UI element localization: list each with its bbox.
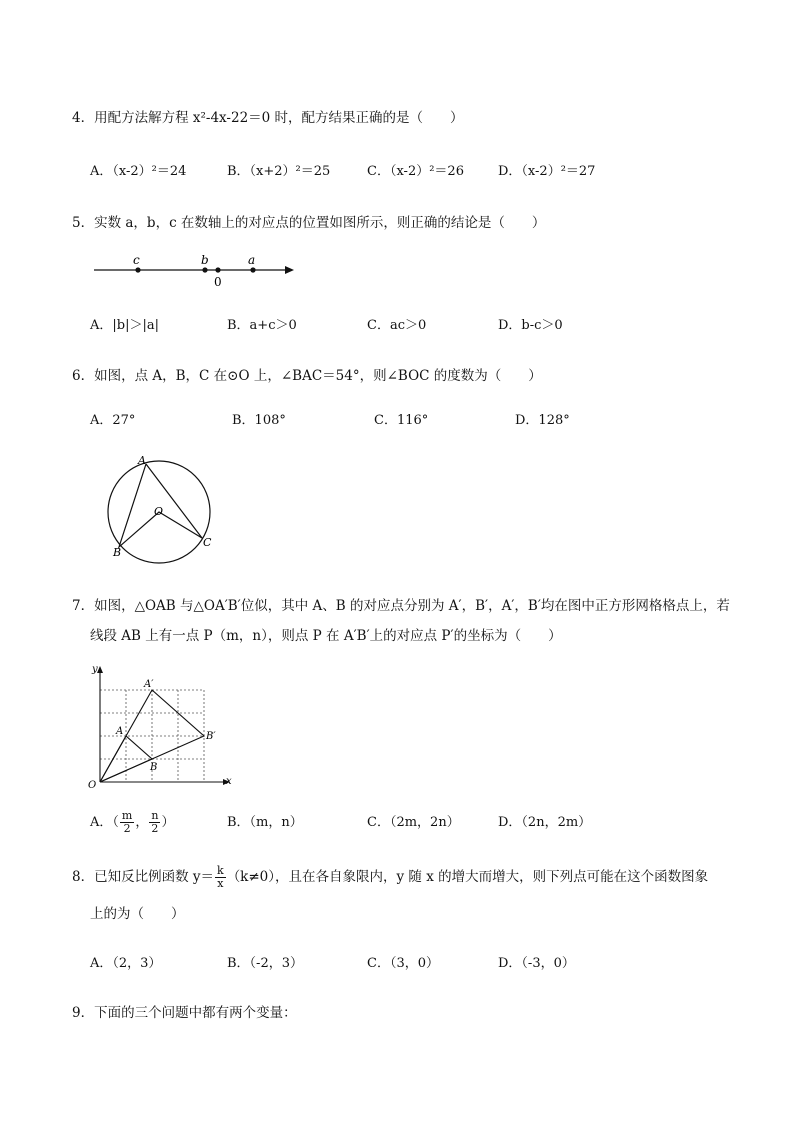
point-c [135,267,140,272]
q4-option-d[interactable]: D．（x-2）²＝27 [498,164,596,179]
q7-option-a-sep: ， [135,815,149,830]
q5-option-d[interactable]: D．b-c＞0 [498,318,563,333]
number-line-figure [90,250,300,292]
y-axis-arrow [97,666,103,673]
fraction-k-over-x [215,865,226,890]
label-B: B [113,546,122,559]
q7-option-b[interactable]: B．（m，n） [227,815,303,830]
q8-option-c[interactable]: C．（3，0） [367,956,439,971]
point-a [250,267,255,272]
label-A: A [116,726,124,737]
q7-option-c[interactable]: C．（2m，2n） [367,815,460,830]
frac-num: k [217,864,224,877]
q8-stem-pre: 8．已知反比例函数 y＝ [72,869,215,885]
q6-option-b[interactable]: B．108° [232,413,286,428]
frac-num: m [121,809,133,822]
label-C: C [203,536,212,549]
fraction-m-over-2 [120,810,134,835]
q7-option-a-suffix: ） [161,815,175,830]
label-O: O [154,505,164,518]
q5-option-c[interactable]: C．ac＞0 [367,318,427,333]
label-y: y [92,664,98,675]
q5-option-b[interactable]: B．a+c＞0 [227,318,297,333]
q8-option-a[interactable]: A．（2，3） [90,956,162,971]
frac-den: x [217,877,224,890]
grid-figure [86,660,236,790]
q4-option-b[interactable]: B．（x+2）²＝25 [227,164,331,179]
label-b: b [201,253,209,267]
q4-option-c[interactable]: C．（x-2）²＝26 [367,164,464,179]
q8-option-b[interactable]: B．（-2，3） [227,956,303,971]
fraction-n-over-2 [149,810,160,835]
frac-den: 2 [123,822,131,835]
q6-option-d[interactable]: D．128° [515,413,570,428]
frac-den: 2 [151,822,159,835]
question-8-stem-line2: 上的为（ ） [90,906,185,922]
q7-option-a[interactable] [90,808,174,838]
question-5-stem: 5．实数 a，b，c 在数轴上的对应点的位置如图所示，则正确的结论是（ ） [72,215,546,231]
point-b [202,267,207,272]
q7-option-d[interactable]: D．（2n，2m） [498,815,592,830]
q6-option-a[interactable]: A．27° [90,413,136,428]
q4-option-a[interactable]: A．（x-2）²＝24 [90,164,187,179]
circle-figure [100,450,220,570]
q7-option-a-prefix: A．（ [90,815,119,830]
label-B-prime: B′ [206,731,216,742]
label-x: x [226,776,232,787]
question-8-stem-line1 [72,862,708,892]
question-4-stem: 4．用配方法解方程 x²-4x-22＝0 时，配方结果正确的是（ ） [72,110,464,126]
label-O: O [88,780,97,791]
point-zero [215,267,220,272]
q6-option-c[interactable]: C．116° [374,413,429,428]
question-9-stem: 9．下面的三个问题中都有两个变量： [72,1005,297,1021]
question-7-stem-line1: 7．如图，△OAB 与△OA′B′位似，其中 A、B 的对应点分别为 A′，B′，A′，B′均在图中正方形网格格点上，若 [72,598,730,614]
q8-stem-post: （k≠0），且在各自象限内，y 随 x 的增大而增大，则下列点可能在这个函数图象 [226,869,709,885]
q8-option-d[interactable]: D．（-3，0） [498,956,575,971]
label-A-prime: A′ [144,679,154,690]
label-a: a [248,253,256,267]
label-c: c [133,253,140,267]
label-A: A [138,454,146,467]
label-B: B [150,762,158,773]
question-7-stem-line2: 线段 AB 上有一点 P（m，n），则点 P 在 A′B′上的对应点 P′的坐标为（ ） [90,628,562,644]
label-zero: 0 [214,275,222,289]
q5-option-a[interactable]: A．|b|＞|a| [90,318,159,333]
question-6-stem: 6．如图，点 A，B，C 在⊙O 上，∠BAC＝54°，则∠BOC 的度数为（ ） [72,368,542,384]
frac-num: n [151,809,159,822]
number-line-arrow [285,266,294,274]
